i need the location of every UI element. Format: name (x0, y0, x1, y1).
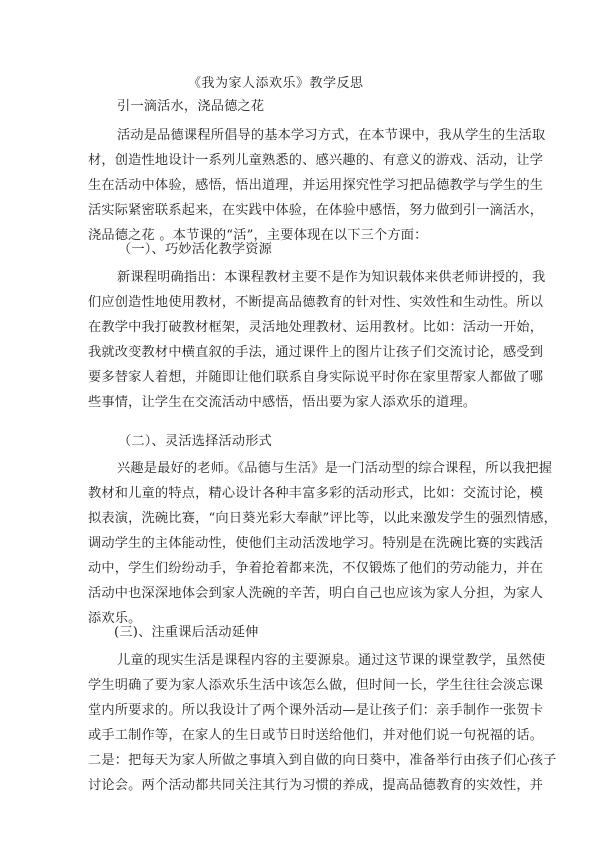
paragraph-line: 材，创造性地设计一系列儿童熟悉的、感兴趣的、有意义的游戏、活动，让学 (88, 153, 544, 168)
paragraph-line: 新课程明确指出：本课程教材主要不是作为知识载体来供老师讲授的，我 (117, 270, 546, 285)
document-subtitle: 引一滴活水，浇品德之花 (117, 99, 265, 114)
section-heading-3: (三)、注重课后活动延伸 (114, 625, 259, 640)
paragraph-line: 活动中也深深地体会到家人洗碗的辛苦，明白自己也应该为家人分担，为家人 (88, 586, 544, 601)
paragraph-line: 活动是品德课程所倡导的基本学习方式，在本节课中，我从学生的生活取 (117, 128, 546, 143)
paragraph-line: 活实际紧密联系起来，在实践中体验，在体验中感悟，努力做到引一滴活水， (88, 203, 544, 218)
paragraph-line: 或手工制作等，在家人的生日或节日时送给他们，并对他们说一句祝福的话。 (88, 728, 544, 743)
section-heading-1: （一）、巧妙活化教学资源 (118, 242, 273, 257)
document-title: 《我为家人添欢乐》教学反思 (188, 76, 364, 91)
paragraph-line: 要多替家人着想，并随即让他们联系自身实际说平时你在家里帮家人都做了哪 (88, 370, 544, 385)
paragraph-line: 我就改变教材中横直叙的手法，通过课件上的图片让孩子们交流讨论，感受到 (88, 345, 544, 360)
paragraph-line: 讨论会。两个活动都共同关注其行为习惯的养成，提高品德教育的实效性，并 (88, 778, 544, 793)
paragraph-line: 在教学中我打破教材框架，灵活地处理教材、运用教材。比如：活动一开始， (88, 320, 544, 335)
paragraph-line: 动中，学生们纷纷动手，争着抢着都来洗，不仅锻炼了他们的劳动能力，并在 (88, 561, 544, 576)
paragraph-line: 生在活动中体验，感悟，悟出道理，并运用探究性学习把品德教学与学生的生 (88, 178, 544, 193)
paragraph-line: 们应创造性地使用教材，不断提高品德教育的针对性、实效性和生动性。所以 (88, 295, 544, 310)
section-heading-2: （二）、灵活选择活动形式 (118, 434, 273, 449)
paragraph-line: 二是：把每天为家人所做之事填入到自做的向日葵中，准备举行由孩子们心孩子 (88, 753, 557, 768)
paragraph-line: 儿童的现实生活是课程内容的主要源泉。通过这节课的课堂教学，虽然使 (117, 653, 546, 668)
paragraph-line: 教材和儿童的特点，精心设计各种丰富多彩的活动形式，比如：交流讨论，模 (88, 486, 544, 501)
paragraph-line: 些事情，让学生在交流活动中感悟，悟出要为家人添欢乐的道理。 (88, 395, 477, 410)
paragraph-line: 调动学生的主体能动性，使他们主动活泼地学习。特别是在洗碗比赛的实践活 (88, 536, 544, 551)
paragraph-line: 浇品德之花 。本节课的“活”，主要体现在以下三个方面： (88, 228, 428, 243)
paragraph-line: 堂内所要求的。所以我设计了两个课外活动—是让孩子们：亲手制作一张贺卡 (88, 703, 544, 718)
paragraph-line: 兴趣是最好的老师。《品德与生活》是一门活动型的综合课程，所以我把握 (117, 461, 553, 476)
paragraph-line: 添欢乐。 (88, 611, 142, 626)
paragraph-line: 学生明确了要为家人添欢乐生活中该怎么做，但时间一长，学生往往会淡忘课 (88, 678, 544, 693)
paragraph-line: 拟表演，洗碗比赛，“向日葵光彩大奉献”评比等，以此来激发学生的强烈情感， (88, 511, 558, 526)
